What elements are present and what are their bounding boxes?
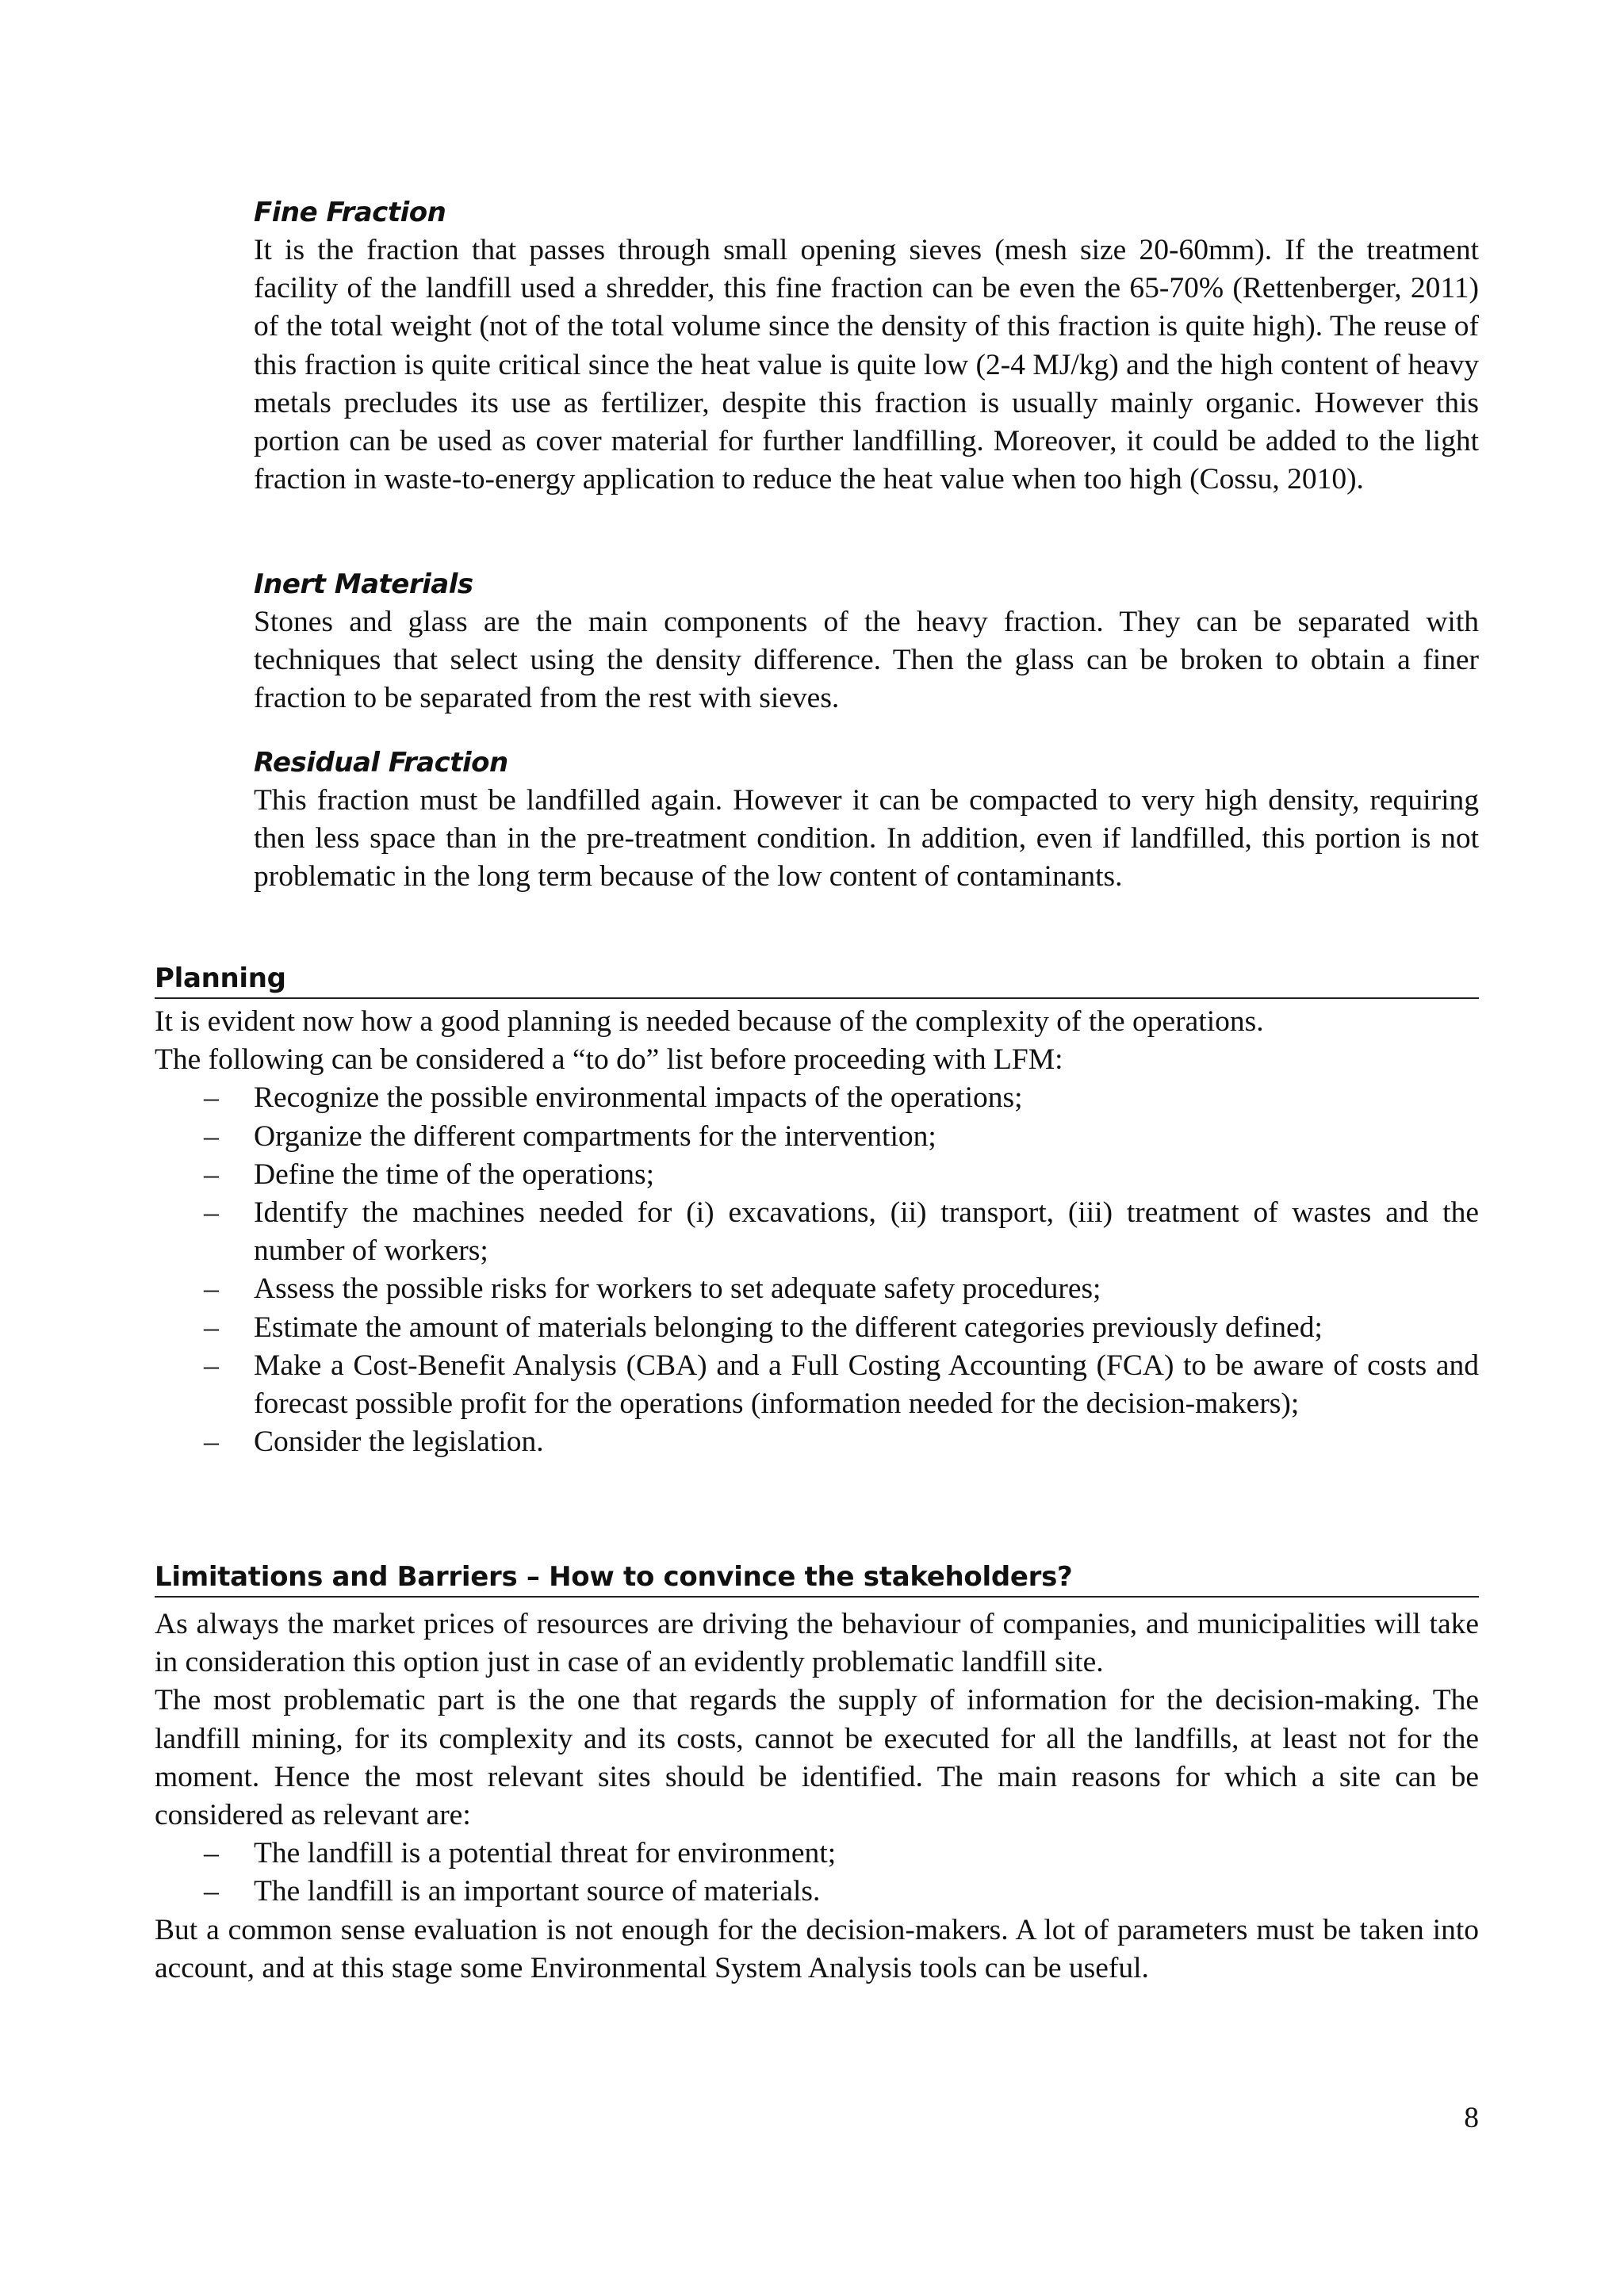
subsection-paragraph: It is the fraction that passes through small opening sieves (mesh size 20-60mm). If the treatment facility of the landfill used a shredder, this fine fraction can be even the 65-70% (Rettenberger, 2011) of the total weight (not of the total volume since the density of this fraction is quite high). The reuse of this fraction is quite critical since the heat value is quite low (2-4 MJ/kg) and the high content of heavy metals precludes its use as fertilizer, despite this fraction is usually mainly organic. However this portion can be used as cover material for further landfilling. Moreover, it could be added to the light fraction in waste-to-energy application to reduce the heat value when too high (Cossu, 2010). (254, 234, 1479, 496)
list-item (155, 1194, 1479, 1270)
list-item (155, 1423, 1479, 1461)
list-item (155, 1270, 1479, 1308)
list-item-text: Recognize the possible environmental impacts of the operations; (254, 1081, 1023, 1115)
subsection-heading: Residual Fraction (254, 747, 508, 779)
dash-bullet: – (204, 1081, 219, 1115)
list-item-text: Estimate the amount of materials belonging to the different categories previously defined; (254, 1311, 1323, 1344)
subsection-heading: Inert Materials (254, 568, 473, 600)
list-item (155, 1835, 1479, 1873)
list-item (155, 1156, 1479, 1194)
relevance-reasons-list (155, 1835, 1479, 1911)
dash-bullet: – (204, 1272, 219, 1306)
list-item-text: Define the time of the operations; (254, 1158, 655, 1191)
dash-bullet: – (204, 1158, 219, 1191)
list-item (155, 1873, 1479, 1911)
list-item-text: Consider the legislation. (254, 1425, 544, 1459)
paragraph: As always the market prices of resources are driving the behaviour of companies, and municipalities will take in consideration this option just in case of an evidently problematic landfill site. (155, 1608, 1479, 1679)
dash-bullet: – (204, 1837, 219, 1870)
list-item (155, 1079, 1479, 1117)
list-item-text: Assess the possible risks for workers to set adequate safety procedures; (254, 1272, 1101, 1306)
list-item (155, 1118, 1479, 1156)
list-item-text: Organize the different compartments for the intervention; (254, 1119, 936, 1153)
dash-bullet: – (204, 1196, 219, 1230)
subsection-heading: Fine Fraction (254, 197, 446, 228)
subsection-inert-materials (254, 565, 1479, 718)
dash-bullet: – (204, 1119, 219, 1153)
subsection-fine-fraction (254, 193, 1479, 499)
list-item-text: Identify the machines needed for (i) excavations, (ii) transport, (iii) treatment of wastes and the number of workers; (254, 1196, 1479, 1268)
dash-bullet: – (204, 1875, 219, 1908)
dash-bullet: – (204, 1311, 219, 1344)
paragraph: The most problematic part is the one that regards the supply of information for the decision-making. The landfill mining, for its complexity and its costs, cannot be executed for all the landfills, at least not for the moment. Hence the most relevant sites should be identified. The main reasons for which a site can be considered as relevant are: (155, 1684, 1479, 1832)
subsection-residual-fraction (254, 744, 1479, 897)
section-heading-limitations: Limitations and Barriers – How to convince the stakeholders? (155, 1559, 1479, 1598)
section-limitations-barriers (155, 1559, 1479, 1988)
list-item-text: Make a Cost-Benefit Analysis (CBA) and a Full Costing Accounting (FCA) to be aware of costs and forecast possible profit for the operations (information needed for the decision-makers); (254, 1349, 1479, 1421)
list-item-text: The landfill is a potential threat for environment; (254, 1837, 837, 1870)
list-item (155, 1309, 1479, 1347)
dash-bullet: – (204, 1425, 219, 1459)
dash-bullet: – (204, 1349, 219, 1382)
planning-intro-line: It is evident now how a good planning is needed because of the complexity of the operations. (155, 1005, 1264, 1038)
section-planning (155, 961, 1479, 1461)
planning-intro-line: The following can be considered a “to do” list before proceeding with LFM: (155, 1043, 1063, 1077)
paragraph: But a common sense evaluation is not enough for the decision-makers. A lot of parameters must be taken into account, and at this stage some Environmental System Analysis tools can be useful. (155, 1913, 1479, 1984)
page-number: 8 (1464, 2102, 1479, 2134)
planning-todo-list (155, 1079, 1479, 1461)
list-item (155, 1347, 1479, 1423)
section-heading-planning: Planning (155, 961, 1479, 999)
subsection-paragraph: This fraction must be landfilled again. However it can be compacted to very high density, requiring then less space than in the pre-treatment condition. In addition, even if landfilled, this portion is not problematic in the long term because of the low content of contaminants. (254, 784, 1479, 894)
list-item-text: The landfill is an important source of materials. (254, 1875, 821, 1908)
subsection-paragraph: Stones and glass are the main components of the heavy fraction. They can be separated with techniques that select using the density difference. Then the glass can be broken to obtain a finer fraction to be separated from the rest with sieves. (254, 606, 1479, 715)
